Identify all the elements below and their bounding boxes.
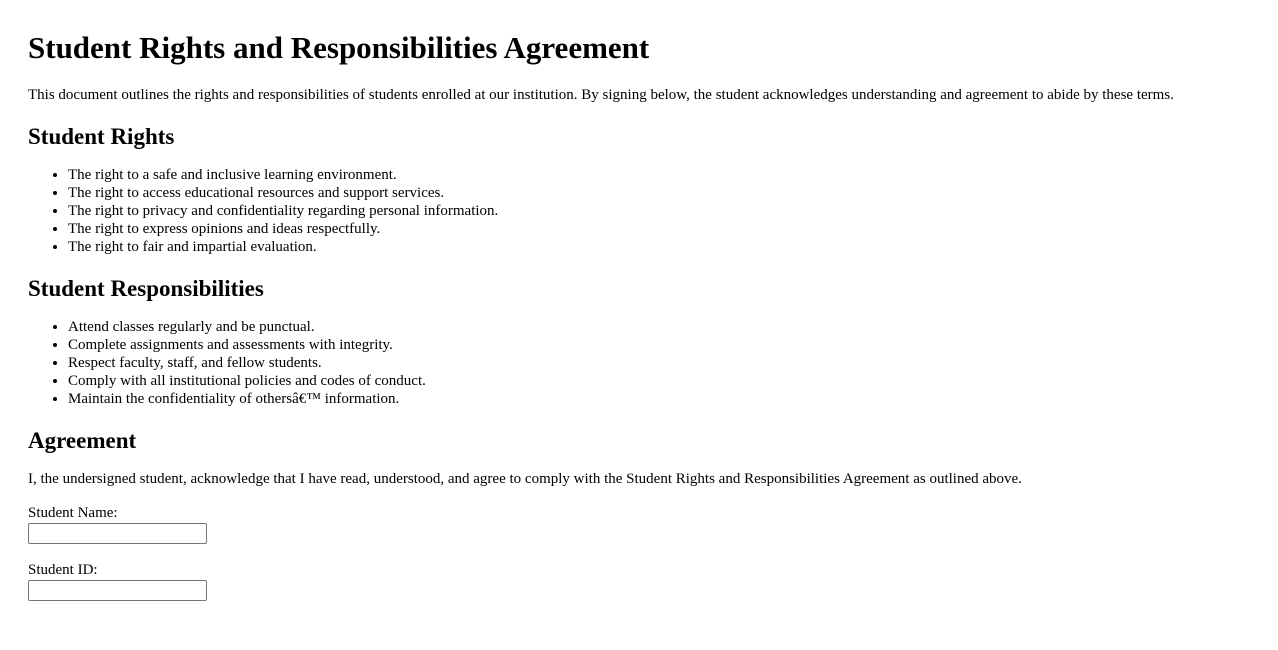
list-item: • The right to a safe and inclusive learning environment. xyxy=(68,166,1250,184)
list-item: • Attend classes regularly and be punctual. xyxy=(68,318,1250,336)
intro-paragraph: This document outlines the rights and responsibilities of students enrolled at our institution. By signing below, the student acknowledges understanding and agreement to abide by these terms. xyxy=(28,87,1174,103)
list-item: • The right to fair and impartial evaluation. xyxy=(68,238,1250,256)
student-id-input[interactable] xyxy=(28,580,207,601)
student-id-label: Student ID: xyxy=(28,562,98,578)
responsibilities-heading: Student Responsibilities xyxy=(28,276,264,301)
agreement-heading: Agreement xyxy=(28,428,137,453)
student-id-field-group xyxy=(28,561,1250,601)
list-item: • The right to access educational resources and support services. xyxy=(68,184,1250,202)
responsibilities-list xyxy=(28,318,1250,408)
list-item: • The right to privacy and confidentiality regarding personal information. xyxy=(68,202,1250,220)
student-name-label: Student Name: xyxy=(28,505,118,521)
list-item: • Maintain the confidentiality of othersâ€™ information. xyxy=(68,390,1250,408)
student-name-input[interactable] xyxy=(28,523,207,544)
student-name-field-group xyxy=(28,504,1250,544)
list-item: • Respect faculty, staff, and fellow students. xyxy=(68,354,1250,372)
list-item: • Complete assignments and assessments with integrity. xyxy=(68,336,1250,354)
rights-list xyxy=(28,166,1250,256)
rights-heading: Student Rights xyxy=(28,124,175,149)
page-title: Student Rights and Responsibilities Agreement xyxy=(28,30,650,65)
list-item: • The right to express opinions and ideas respectfully. xyxy=(68,220,1250,238)
agreement-paragraph: I, the undersigned student, acknowledge that I have read, understood, and agree to comply with the Student Rights and Responsibilities Agreement as outlined above. xyxy=(28,471,1022,487)
list-item: • Comply with all institutional policies and codes of conduct. xyxy=(68,372,1250,390)
